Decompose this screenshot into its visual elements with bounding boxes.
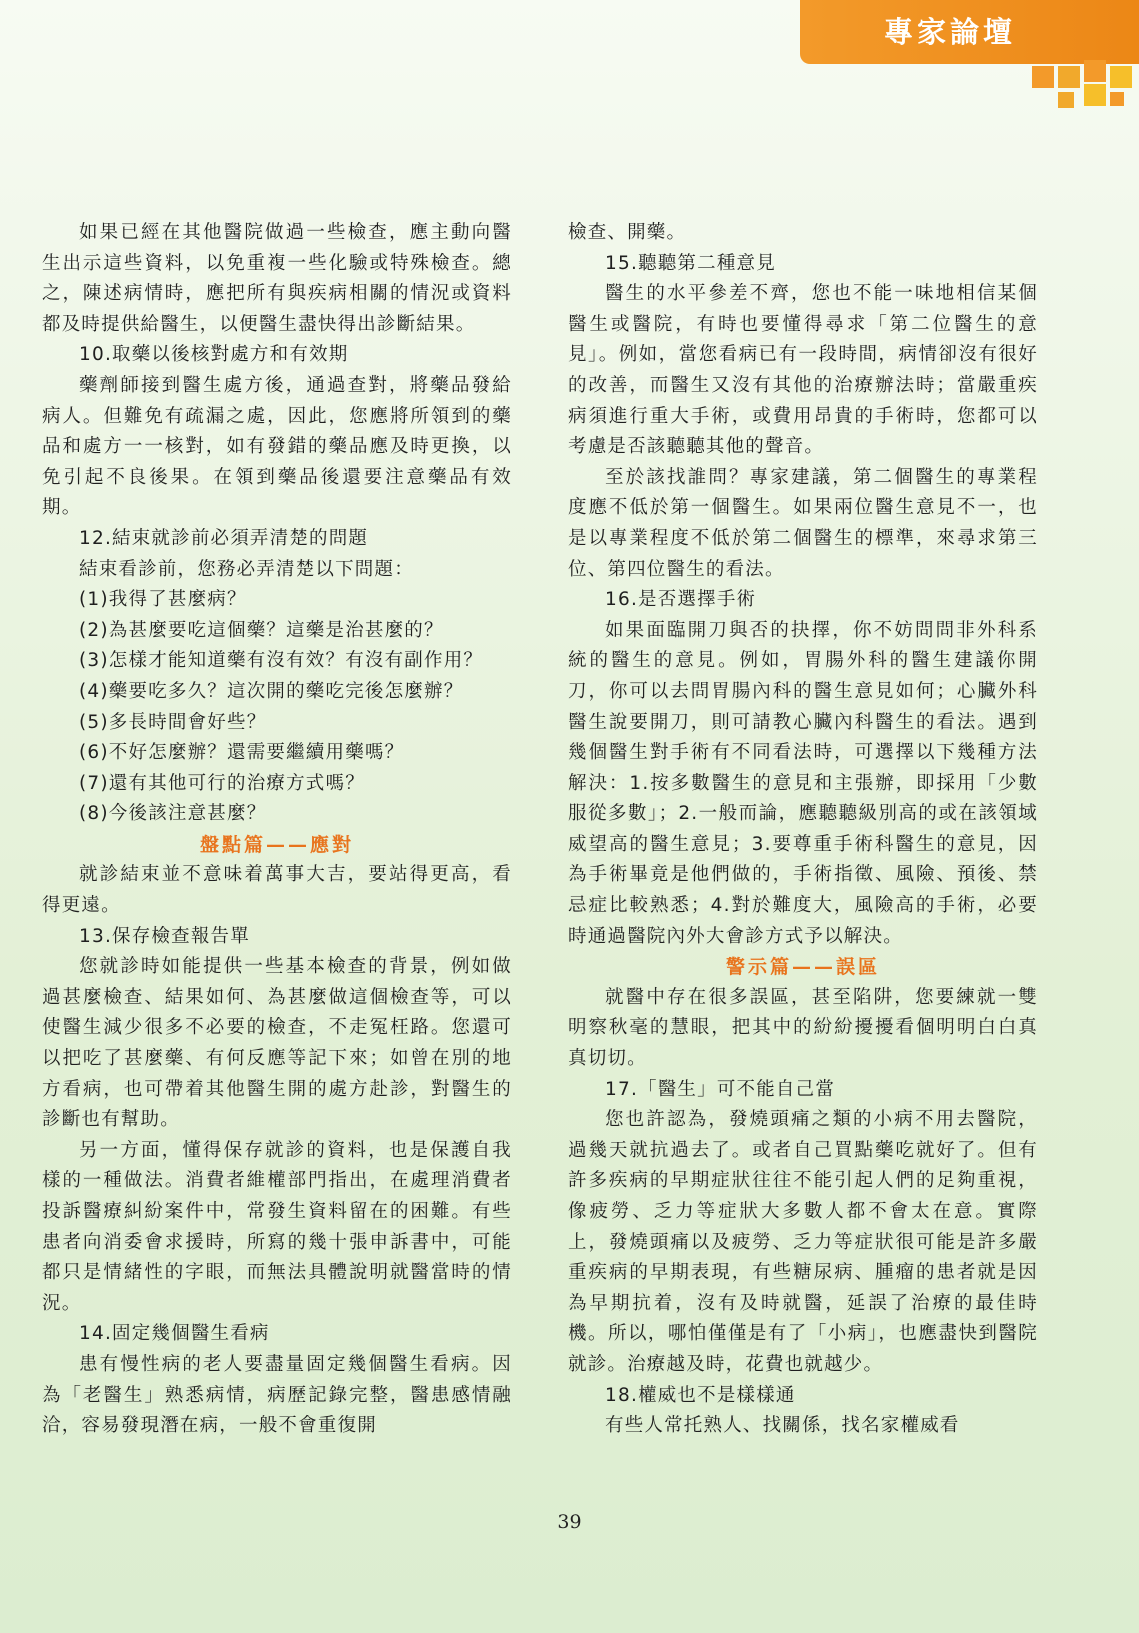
question-item: (1)我得了甚麼病？ <box>79 589 247 611</box>
paragraph: 就醫中存在很多誤區，甚至陷阱，您要練就一雙明察秋毫的慧眼，把其中的紛紛擾擾看個明明白白真真切切。 <box>568 986 1038 1070</box>
question-item: (7)還有其他可行的治療方式嗎？ <box>79 772 365 794</box>
paragraph: 有些人常托熟人、找關係，找名家權威看 <box>605 1415 960 1437</box>
section-heading: 警示篇——誤區 <box>725 956 880 979</box>
paragraph: 另一方面，懂得保存就診的資料，也是保護自我樣的一種做法。消費者維權部門指出，在處理消費者投訴醫療糾紛案件中，常發生資料留在的困難。有些患者向消委會求援時，所寫的幾十張申訴書中，可能都只是情緒性的字眼，而無法具體說明就醫當時的情況。 <box>42 1139 512 1314</box>
paragraph: 您也許認為，發燒頭痛之類的小病不用去醫院，過幾天就抗過去了。或者自己買點藥吃就好了。但有許多疾病的早期症狀往往不能引起人們的足夠重視，像疲勞、乏力等症狀大多數人都不會太在意。實際上，發燒頭痛以及疲勞、乏力等症狀很可能是許多嚴重疾病的早期表現，有些糖尿病、腫瘤的患者就是因為早期抗着，沒有及時就醫，延誤了治療的最佳時機。所以，哪怕僅僅是有了「小病」，也應盡快到醫院就診。治療越及時，花費也就越少。 <box>568 1109 1038 1375</box>
question-item: (2)為甚麼要吃這個藥？這藥是治甚麼的？ <box>79 619 444 641</box>
numbered-heading: 14.固定幾個醫生看病 <box>79 1323 270 1345</box>
paragraph: 就診結束並不意味着萬事大吉，要站得更高，看得更遠。 <box>42 864 512 917</box>
numbered-heading: 15.聽聽第二種意見 <box>605 252 776 274</box>
right-column <box>568 218 1038 1442</box>
paragraph: 如果面臨開刀與否的抉擇，你不妨問問非外科系統的醫生的意見。例如，胃腸外科的醫生建議你開刀，你可以去問胃腸內科的醫生意見如何；心臟外科醫生說要開刀，則可請教心臟內科醫生的看法。遇到幾個醫生對手術有不同看法時，可選擇以下幾種方法解決：1.按多數醫生的意見和主張辦，即採用「少數服從多數」；2.一般而論，應聽聽級別高的或在該領域威望高的醫生意見；3.要尊重手術科醫生的意見，因為手術畢竟是他們做的，手術指徵、風險、預後、禁忌症比較熟悉；4.對於難度大，風險高的手術，必要時通過醫院內外大會診方式予以解決。 <box>568 619 1038 947</box>
numbered-heading: 12.結束就診前必須弄清楚的問題 <box>79 527 369 549</box>
paragraph: 患有慢性病的老人要盡量固定幾個醫生看病。因為「老醫生」熟悉病情，病歷記錄完整，醫患感情融洽，容易發現潛在病，一般不會重復開 <box>42 1353 512 1437</box>
paragraph: 檢查、開藥。 <box>568 222 687 243</box>
section-heading: 盤點篇——應對 <box>199 833 354 856</box>
paragraph: 結束看診前，您務必弄清楚以下問題： <box>79 558 414 580</box>
question-item: (6)不好怎麼辦？還需要繼續用藥嗎？ <box>79 742 405 764</box>
numbered-heading: 16.是否選擇手術 <box>605 589 757 611</box>
question-item: (3)怎樣才能知道藥有沒有效？有沒有副作用？ <box>79 650 484 672</box>
page-number: 39 <box>557 1511 582 1533</box>
numbered-heading: 18.權威也不是樣樣通 <box>605 1384 796 1406</box>
question-item: (8)今後該注意甚麼？ <box>79 803 267 825</box>
section-title: 專家論壇 <box>883 15 1016 49</box>
question-item: (5)多長時間會好些？ <box>79 711 267 733</box>
paragraph: 如果已經在其他醫院做過一些檢查，應主動向醫生出示這些資料，以免重複一些化驗或特殊檢查。總之，陳述病情時，應把所有與疾病相關的情況或資料都及時提供給醫生，以便醫生盡快得出診斷結果。 <box>42 222 512 335</box>
numbered-heading: 10.取藥以後核對處方和有效期 <box>79 344 349 366</box>
paragraph: 您就診時如能提供一些基本檢查的背景，例如做過甚麼檢查、結果如何、為甚麼做這個檢查等，可以使醫生減少很多不必要的檢查，不走冤枉路。您還可以把吃了甚麼藥、有何反應等記下來；如曾在別的地方看病，也可帶着其他醫生開的處方赴診，對醫生的診斷也有幫助。 <box>42 956 512 1131</box>
numbered-heading: 13.保存檢查報告單 <box>79 925 250 947</box>
paragraph: 藥劑師接到醫生處方後，通過查對，將藥品發給病人。但難免有疏漏之處，因此，您應將所領到的藥品和處方一一核對，如有發錯的藥品應及時更換，以免引起不良後果。在領到藥品後還要注意藥品有效期。 <box>42 374 512 519</box>
question-item: (4)藥要吃多久？這次開的藥吃完後怎麼辦？ <box>79 680 464 702</box>
paragraph: 醫生的水平參差不齊，您也不能一味地相信某個醫生或醫院，有時也要懂得尋求「第二位醫生的意見」。例如，當您看病已有一段時間，病情卻沒有很好的改善，而醫生又沒有其他的治療辦法時；當嚴重疾病須進行重大手術，或費用昂貴的手術時，您都可以考慮是否該聽聽其他的聲音。 <box>568 283 1038 458</box>
paragraph: 至於該找誰問？專家建議，第二個醫生的專業程度應不低於第一個醫生。如果兩位醫生意見不一，也是以專業程度不低於第二個醫生的標準，來尋求第三位、第四位醫生的看法。 <box>568 466 1038 580</box>
numbered-heading: 17.「醫生」可不能自己當 <box>605 1078 836 1100</box>
left-column <box>42 218 512 1442</box>
